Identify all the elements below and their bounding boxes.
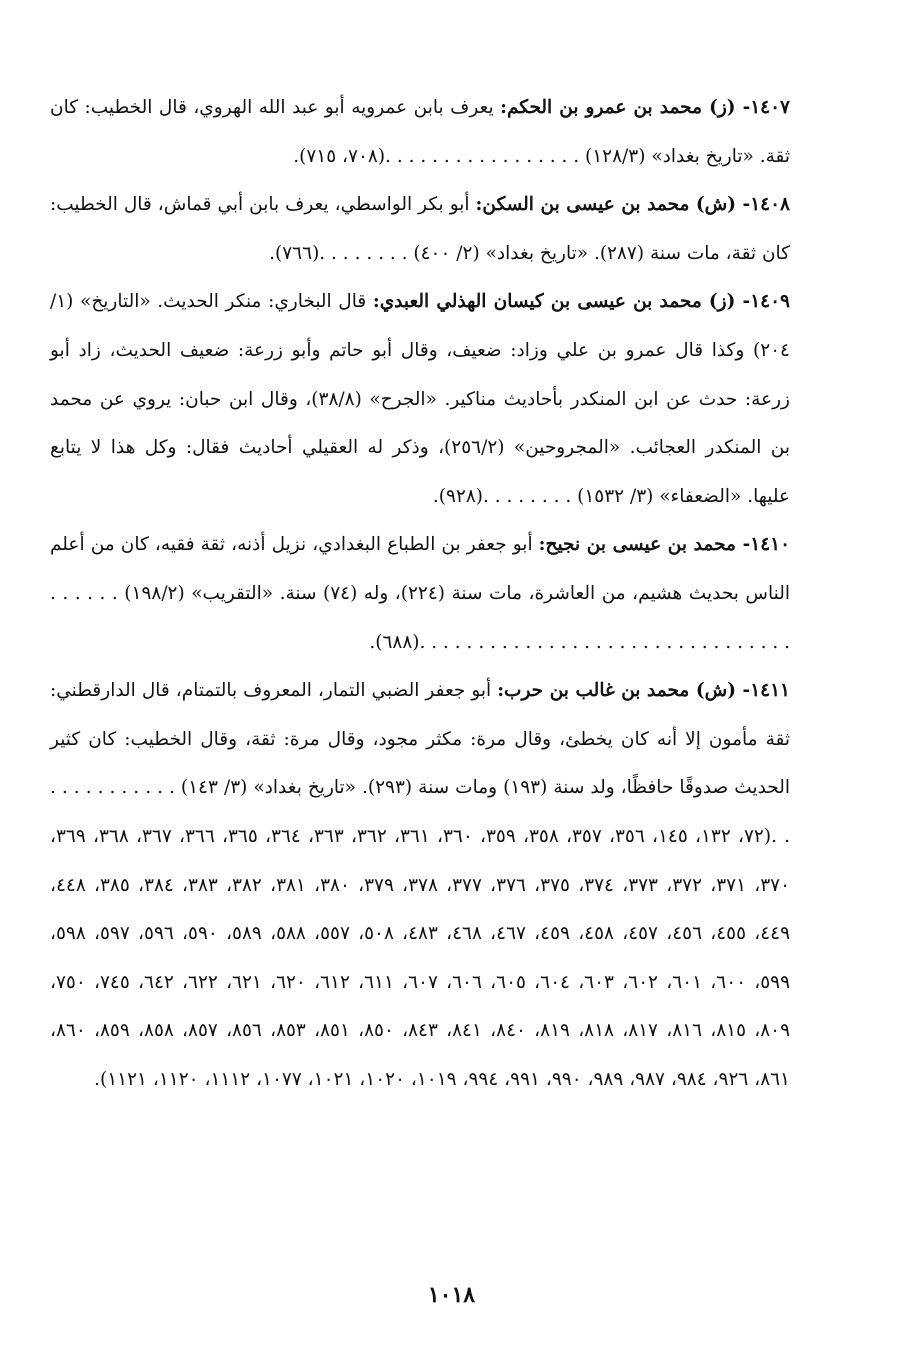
entry-heading: ١٤٠٨- (ش) محمد بن عيسى بن السكن:: [475, 194, 790, 216]
entry-1410: [50, 521, 790, 667]
entry-1408: [50, 181, 790, 278]
entry-1409: [50, 278, 790, 521]
entry-text: يعرف بابن عمرويه أبو عبد الله الهروي، قال الخطيب: كان ثقة. «تاريخ بغداد» (١٢٨/٣) . . . . . . . . . . . . . . . . .(٧٠٨، ٧١٥).: [50, 97, 790, 167]
entry-heading: ١٤١١- (ش) محمد بن غالب بن حرب:: [497, 680, 790, 702]
entry-text: أبو جعفر بن الطباع البغدادي، نزيل أذنه، ثقة فقيه، كان من أعلم الناس بحديث هشيم، من العاشرة، مات سنة (٢٢٤)، وله (٧٤) سنة. «التقريب» (١٩٨/٢) . . . . . . . . . . . . . . . . . . . . . . . . . . . . . . . . . . . . . .(٦٨٨).: [50, 534, 791, 653]
page-number: ١٠١٨: [427, 1282, 476, 1308]
entry-1407: [50, 84, 790, 181]
document-text: [50, 84, 790, 1104]
entry-text: أبو جعفر الضبي التمار، المعروف بالتمتام، قال الدارقطني: ثقة مأمون إلا أنه كان يخطئ، وقال مرة: مكثر مجود، وقال مرة: ثقة، وقال الخطيب: كان كثير الحديث صدوقًا حافظًا، ولد سنة (١٩٣) ومات سنة (٢٩٣). «تاريخ بغداد» (٣/ ١٤٣) . . . . . . . . . . . . .(٧٢، ١٣٢، ١٤٥، ٣٥٦، ٣٥٧، ٣٥٨، ٣٥٩، ٣٦٠، ٣٦١، ٣٦٢، ٣٦٣، ٣٦٤، ٣٦٥، ٣٦٦، ٣٦٧، ٣٦٨، ٣٦٩، ٣٧٠، ٣٧١، ٣٧٢، ٣٧٣، ٣٧٤، ٣٧٥، ٣٧٦، ٣٧٧، ٣٧٨، ٣٧٩، ٣٨٠، ٣٨١، ٣٨٢، ٣٨٣، ٣٨٤، ٣٨٥، ٤٤٨، ٤٤٩، ٤٥٥، ٤٥٦، ٤٥٧، ٤٥٨، ٤٥٩، ٤٦٧، ٤٦٨، ٤٨٣، ٥٠٨، ٥٥٧، ٥٨٨، ٥٨٩، ٥٩٠، ٥٩٦، ٥٩٧، ٥٩٨، ٥٩٩، ٦٠٠، ٦٠١، ٦٠٢، ٦٠٣، ٦٠٤، ٦٠٥، ٦٠٦، ٦٠٧، ٦١١، ٦١٢، ٦٢٠، ٦٢١، ٦٢٢، ٦٤٢، ٧٤٥، ٧٥٠، ٨٠٩، ٨١٥، ٨١٦، ٨١٧، ٨١٨، ٨١٩، ٨٤٠، ٨٤١، ٨٤٣، ٨٥٠، ٨٥١، ٨٥٣، ٨٥٦، ٨٥٧، ٨٥٨، ٨٥٩، ٨٦٠، ٨٦١، ٩٢٦، ٩٨٤، ٩٨٧، ٩٨٩، ٩٩٠، ٩٩١، ٩٩٤، ١٠١٩، ١٠٢٠، ١٠٢١، ١٠٧٧، ١١١٢، ١١٢٠، ١١٢١).: [50, 680, 791, 1090]
entry-text: أبو بكر الواسطي، يعرف بابن أبي قماش، قال الخطيب: كان ثقة، مات سنة (٢٨٧). «تاريخ بغداد» (٢/ ٤٠٠) . . . . . . . .(٧٦٦).: [50, 194, 790, 264]
entry-1411: [50, 667, 790, 1104]
entry-text: قال البخاري: منكر الحديث. «التاريخ» (١/ ٢٠٤) وكذا قال عمرو بن علي وزاد: ضعيف، وقال أبو حاتم وأبو زرعة: ضعيف الحديث، زاد أبو زرعة: حدث عن ابن المنكدر بأحاديث مناكير. «الجرح» (٣٨/٨)، وقال ابن حبان: يروي عن محمد بن المنكدر العجائب. «المجروحين» (٢٥٦/٢)، وذكر له العقيلي أحاديث فقال: وكل هذا لا يتابع عليها. «الضعفاء» (٣/ ١٥٣٢) . . . . . . . .(٩٢٨).: [50, 291, 791, 507]
entry-heading: ١٤١٠- محمد بن عيسى بن نجيح:: [538, 534, 791, 556]
entry-heading: ١٤٠٩- (ز) محمد بن عيسى بن كيسان الهذلي العبدي:: [372, 291, 790, 313]
entry-heading: ١٤٠٧- (ز) محمد بن عمرو بن الحكم:: [500, 97, 790, 118]
